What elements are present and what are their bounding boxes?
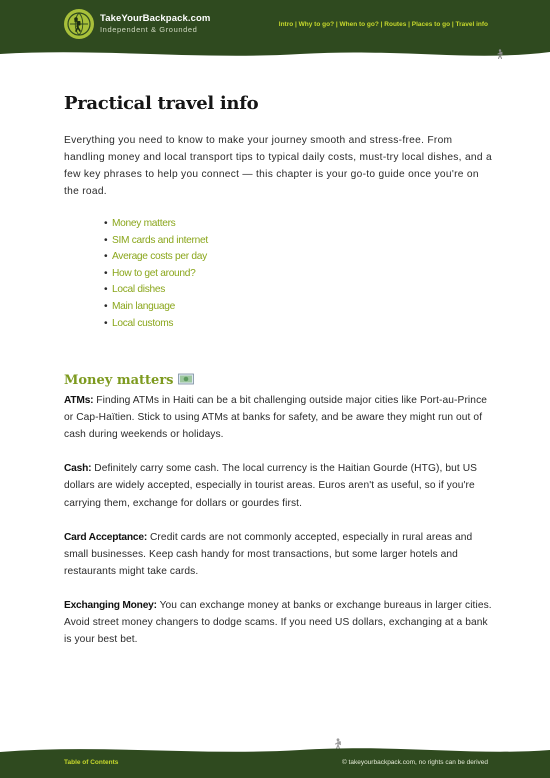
chapter-contents-list <box>104 216 208 332</box>
list-item: • Average costs per day <box>104 251 207 263</box>
money-icon <box>178 373 194 385</box>
page-title: Practical travel info <box>64 93 259 114</box>
term-label: Exchanging Money: <box>64 600 157 612</box>
term-label: Card Acceptance: <box>64 531 148 543</box>
top-navigation: Intro | Why to go? | When to go? | Routes | Places to go | Travel info <box>278 21 488 28</box>
paragraph-exchanging-money <box>64 597 496 648</box>
table-of-contents-link[interactable]: Table of Contents <box>64 759 119 766</box>
list-item: • SIM cards and internet <box>104 234 208 246</box>
paragraph-atms <box>64 392 496 443</box>
list-item: • Local customs <box>104 317 174 329</box>
header-wave-divider <box>0 44 550 64</box>
toc-link-money-matters[interactable]: Money matters <box>112 218 176 229</box>
brand-tagline: Independent & Grounded <box>100 25 198 34</box>
toc-link-main-language[interactable]: Main language <box>112 300 175 312</box>
toc-link-local-dishes[interactable]: Local dishes <box>112 284 166 296</box>
globe-backpacker-icon[interactable] <box>64 9 94 39</box>
toc-link-local-customs[interactable]: Local customs <box>112 317 174 329</box>
term-label: Cash: <box>64 463 92 475</box>
nav-item-why-to-go[interactable]: Why to go? <box>298 21 335 28</box>
paragraph-text: Credit cards are not commonly accepted, especially in rural areas and small businesses. Keep cash handy for most transactions, but some larger hotels and restaurants might take cards. <box>64 531 473 577</box>
section-body <box>64 392 496 666</box>
nav-item-places-to-go[interactable]: Places to go <box>411 21 451 28</box>
list-item: • How to get around? <box>104 267 196 279</box>
toc-link-sim-cards[interactable]: SIM cards and internet <box>112 234 208 246</box>
list-item: • Local dishes <box>104 284 166 296</box>
section-heading <box>64 373 194 388</box>
section-heading-text: Money matters <box>64 373 174 388</box>
paragraph-text: Definitely carry some cash. The local currency is the Haitian Gourde (HTG), but US dollars are widely accepted, especially in tourist areas. Euros aren't as useful, so if you're carrying them, exchange for dollars or gourdes first. <box>64 463 478 509</box>
paragraph-text: Finding ATMs in Haiti can be a bit challenging outside major cities like Port-au-Prince or Cap-Haïtien. Stick to using ATMs at banks for safety, and be aware they might run out of cash during weekends or holidays. <box>64 395 488 441</box>
intro-paragraph: Everything you need to know to make your journey smooth and stress-free. From handling money and local transport tips to typical daily costs, must-try local dishes, and a few key phrases to help you connect — this chapter is your go-to guide once you're on the road. <box>64 135 492 197</box>
nav-item-when-to-go[interactable]: When to go? <box>339 21 379 28</box>
paragraph-card-acceptance <box>64 529 496 580</box>
paragraph-text: You can exchange money at banks or exchange bureaus in larger cities. Avoid street money changers to dodge scams. If you need US dollars, exchanging at a bank is your best bet. <box>64 600 492 646</box>
term-label: ATMs: <box>64 395 94 406</box>
paragraph-cash <box>64 460 496 511</box>
list-item: • Money matters <box>104 218 176 229</box>
nav-item-travel-info[interactable]: Travel info <box>455 21 488 28</box>
copyright-notice: © takeyourbackpack.com, no rights can be derived <box>341 759 488 766</box>
nav-item-routes[interactable]: Routes <box>384 21 407 28</box>
hiker-icon <box>495 49 505 59</box>
brand-name[interactable]: TakeYourBackpack.com <box>100 13 211 24</box>
list-item: • Main language <box>104 300 175 312</box>
toc-link-average-costs[interactable]: Average costs per day <box>112 251 207 263</box>
toc-link-get-around[interactable]: How to get around? <box>112 267 196 279</box>
nav-item-intro[interactable]: Intro <box>278 21 294 28</box>
